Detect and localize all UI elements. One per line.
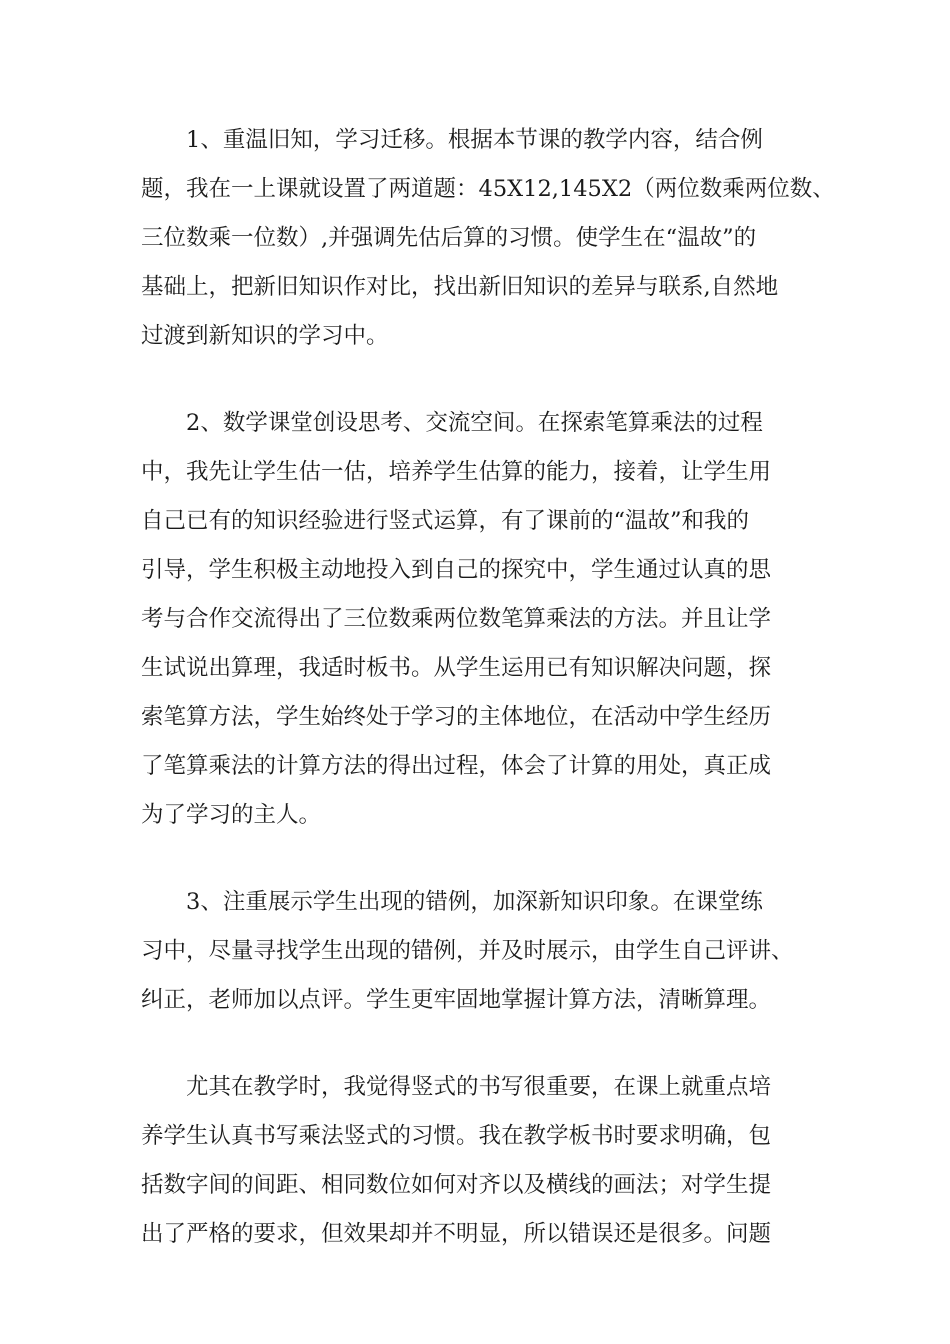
paragraph-line: 养学生认真书写乘法竖式的习惯。我在教学板书时要求明确，包 xyxy=(141,1123,772,1149)
document-body xyxy=(141,116,835,1259)
paragraph-line: 习中，尽量寻找学生出现的错例，并及时展示，由学生自己评讲、 xyxy=(141,938,794,964)
paragraph-line: 索笔算方法，学生始终处于学习的主体地位，在活动中学生经历 xyxy=(141,704,772,730)
paragraph-line: 中，我先让学生估一估，培养学生估算的能力，接着，让学生用 xyxy=(141,459,772,485)
paragraph-line: 引导，学生积极主动地投入到自己的探究中，学生通过认真的思 xyxy=(141,557,772,583)
paragraph-line: 考与合作交流得出了三位数乘两位数笔算乘法的方法。并且让学 xyxy=(141,606,772,632)
paragraph-line: 3、注重展示学生出现的错例，加深新知识印象。在课堂练 xyxy=(186,889,763,915)
paragraph-line: 1、重温旧知，学习迁移。根据本节课的教学内容，结合例 xyxy=(186,127,763,153)
paragraph-line: 生试说出算理，我适时板书。从学生运用已有知识解决问题，探 xyxy=(141,655,772,681)
paragraph-1 xyxy=(141,116,835,361)
paragraph-line: 过渡到新知识的学习中。 xyxy=(141,323,389,349)
paragraph-line: 三位数乘一位数）,并强调先估后算的习惯。使学生在“温故”的 xyxy=(141,225,757,251)
paragraph-line: 自己已有的知识经验进行竖式运算，有了课前的“温故”和我的 xyxy=(141,508,750,534)
paragraph-line: 括数字间的间距、相同数位如何对齐以及横线的画法；对学生提 xyxy=(141,1172,772,1198)
paragraph-line: 基础上，把新旧知识作对比，找出新旧知识的差异与联系,自然地 xyxy=(141,274,779,300)
paragraph-3 xyxy=(141,878,825,1025)
paragraph-line: 出了严格的要求，但效果却并不明显，所以错误还是很多。问题 xyxy=(141,1221,772,1247)
paragraph-line: 题，我在一上课就设置了两道题：45X12,145X2（两位数乘两位数、 xyxy=(141,176,835,202)
paragraph-line: 2、数学课堂创设思考、交流空间。在探索笔算乘法的过程 xyxy=(186,410,763,436)
paragraph-line: 了笔算乘法的计算方法的得出过程，体会了计算的用处，真正成 xyxy=(141,753,772,779)
paragraph-2 xyxy=(141,399,825,840)
paragraph-line: 为了学习的主人。 xyxy=(141,802,322,828)
paragraph-line: 纠正，老师加以点评。学生更牢固地掌握计算方法，清晰算理。 xyxy=(141,987,772,1013)
paragraph-line: 尤其在教学时，我觉得竖式的书写很重要，在课上就重点培 xyxy=(186,1074,772,1100)
paragraph-4 xyxy=(141,1063,825,1259)
